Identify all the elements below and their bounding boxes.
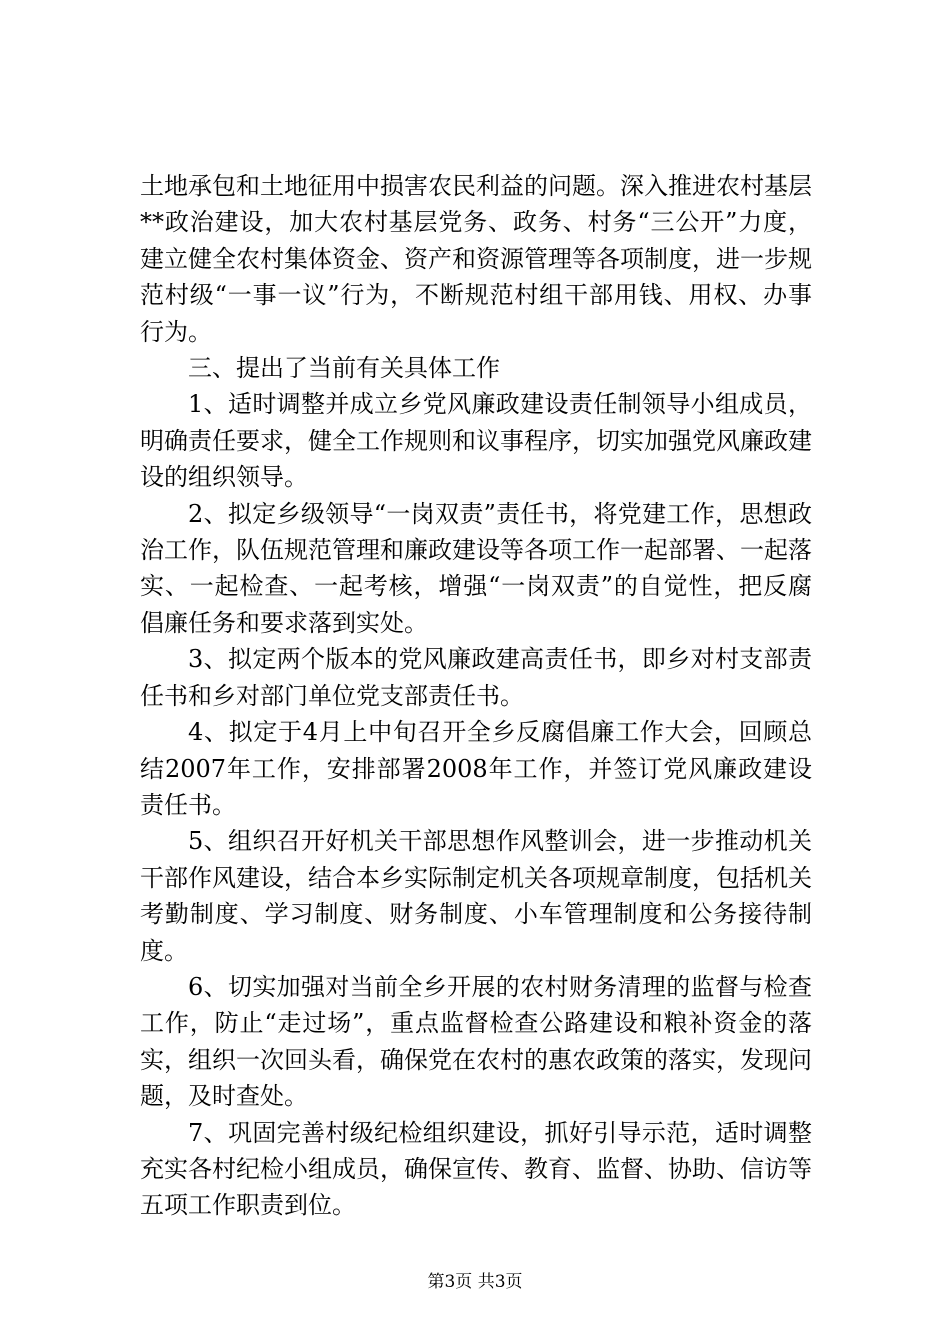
list-item: 1、适时调整并成立乡党风廉政建设责任制领导小组成员，明确责任要求，健全工作规则和议事程序，切实加强党风廉政建设的组织领导。	[140, 390, 812, 492]
list-item: 6、切实加强对当前全乡开展的农村财务清理的监督与检查工作，防止“走过场”，重点监督检查公路建设和粮补资金的落实，组织一次回头看，确保党在农村的惠农政策的落实，发现问题，及时查处。	[140, 972, 812, 1111]
section-heading: 三、提出了当前有关具体工作	[188, 354, 500, 383]
document-body	[140, 168, 812, 1224]
page-number-footer: 第3页 共3页	[427, 1272, 523, 1292]
list-item: 7、巩固完善村级纪检组织建设，抓好引导示范，适时调整充实各村纪检小组成员，确保宣传、教育、监督、协助、信访等五项工作职责到位。	[140, 1118, 812, 1220]
list-item: 5、组织召开好机关干部思想作风整训会，进一步推动机关干部作风建设，结合本乡实际制定机关各项规章制度，包括机关考勤制度、学习制度、财务制度、小车管理制度和公务接待制度。	[140, 827, 812, 965]
list-item: 4、拟定于4月上中旬召开全乡反腐倡廉工作大会，回顾总结2007年工作，安排部署2008年工作，并签订党风廉政建设责任书。	[140, 718, 812, 819]
list-item: 3、拟定两个版本的党风廉政建高责任书，即乡对村支部责任书和乡对部门单位党支部责任书。	[140, 645, 812, 710]
paragraph-continuation: 土地承包和土地征用中损害农民利益的问题。深入推进农村基层**政治建设，加大农村基层党务、政务、村务“三公开”力度，建立健全农村集体资金、资产和资源管理等各项制度，进一步规范村级“一事一议”行为，不断规范村组干部用钱、用权、办事行为。	[140, 172, 812, 346]
list-item: 2、拟定乡级领导“一岗双责”责任书，将党建工作，思想政治工作，队伍规范管理和廉政建设等各项工作一起部署、一起落实、一起检查、一起考核，增强“一岗双责”的自觉性，把反腐倡廉任务和要求落到实处。	[140, 499, 812, 637]
